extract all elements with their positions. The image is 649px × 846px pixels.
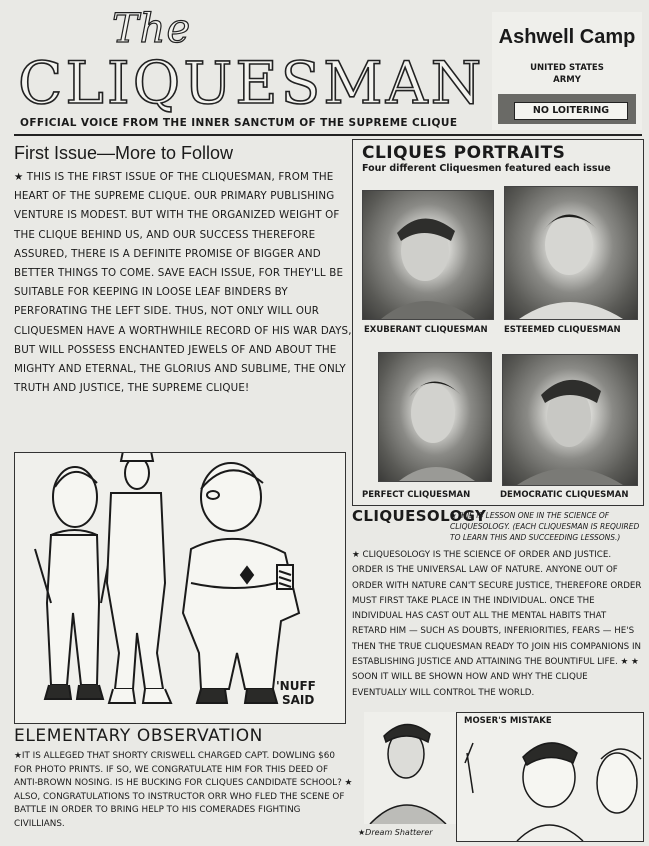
masthead-tagline: OFFICIAL VOICE FROM THE INNER SANCTUM OF THE SUPREME CLIQUE [20, 117, 458, 129]
man-figure-icon [505, 187, 637, 319]
soldier-cap-icon [503, 355, 637, 485]
camp-photo [492, 12, 642, 130]
masthead-rule [14, 134, 642, 136]
portrait-caption-perfect: PERFECT CLIQUESMAN [362, 490, 471, 500]
portrait-caption-esteemed: ESTEEMED CLIQUESMAN [504, 325, 621, 335]
portrait-photo-democratic [502, 354, 638, 486]
faces-sketch-icon [457, 713, 643, 841]
lead-headline: First Issue—More to Follow [14, 143, 234, 163]
no-loitering-sign: NO LOITERING [514, 102, 628, 120]
masthead-title: CLIQUESMAN [18, 49, 485, 117]
mosers-mistake-caption: MOSER'S MISTAKE [464, 716, 552, 726]
portrait-caption-exuberant: EXUBERANT CLIQUESMAN [364, 325, 488, 335]
cliquesology-body: ★ CLIQUESOLOGY IS THE SCIENCE OF ORDER AND JUSTICE. ORDER IS THE UNIVERSAL LAW OF NATURE. ANYONE OUT OF ORDER WITH NATURE CAN'T SECURE JUSTICE, THEREFORE ORDER MUST FIRST TAKE PLACE IN THE INDIVIDUAL. ONCE THE INDIVIDUAL HAS CAST OUT ALL THE MENTAL HABITS THAT RETARD HIM — SUCH AS DOUBTS, INFERIORITIES, FEARS — HE'S THEN THE TRUE CLIQUESMAN READY TO JOIN HIS COMPANIONS IN ESTABLISHING JUSTICE AND ATTAINING THE BOUNTIFUL LIFE. ★ ★ SOON IT WILL BE SHOWN HOW AND WHY THE CLIQUE EVENTUALLY WILL CONTROL THE WORLD. [352, 550, 642, 698]
soldier-sketch-icon [364, 712, 460, 824]
cliquesology-heading: CLIQUESOLOGY [352, 507, 487, 525]
portrait-photo-perfect [378, 352, 492, 482]
cartoon-caption-line2: SAID [282, 693, 315, 707]
lead-body: ★ THIS IS THE FIRST ISSUE OF THE CLIQUESMAN, FROM THE HEART OF THE SUPREME CLIQUE. OUR PRIMARY PUBLISHING VENTURE IS MODEST. BUT WITH THE ORGANIZED WEIGHT OF THE CLIQUE BEHIND US, AND OUR SUCCESS THEREFORE ASSURED, THERE IS A DEFINITE PROMISE OF BIGGER AND BETTER THINGS TO COME. SAVE EACH ISSUE, FOR THEY'LL BE SUITABLE FOR KEEPING IN LOOSE LEAF BINDERS BY PERFORATING THE LEFT SIDE. THUS, NOT ONLY WILL OUR CLIQUESMEN HAVE A WORTHWHILE RECORD OF HIS WAR DAYS, BUT WILL POSSESS ENCHANTED JEWELS OF AND ABOUT THE MIGHTY AND ETERNAL, THE GLORIUS AND SUBLIME, THE ONLY TRUTH AND JUSTICE, THE SUPREME CLIQUE! [14, 171, 352, 395]
soldier-figure-icon [363, 191, 493, 319]
portraits-heading: CLIQUES PORTRAITS [362, 143, 566, 163]
cliquesology-intro: ★THIS IS LESSON ONE IN THE SCIENCE OF CLIQUESOLOGY. (EACH CLIQUESMAN IS REQUIRED TO LEARN THIS AND SUCCEEDING LESSONS.) [450, 511, 640, 542]
portrait-photo-esteemed [504, 186, 638, 320]
masthead-the: The [112, 6, 192, 52]
camp-name: Ashwell Camp [498, 26, 636, 48]
portrait-photo-exuberant [362, 190, 494, 320]
cartoon-caption-line1: 'NUFF [276, 679, 316, 693]
camp-army [492, 62, 642, 86]
camp-line1: UNITED STATES [530, 63, 604, 73]
portraits-subheading: Four different Cliquesmen featured each issue [362, 163, 611, 174]
camp-line2: ARMY [553, 75, 581, 85]
cartoon-caption [276, 679, 316, 707]
mosers-mistake-sketch [456, 712, 644, 842]
observation-body: ★IT IS ALLEGED THAT SHORTY CRISWELL CHARGED CAPT. DOWLING $60 FOR PHOTO PRINTS. IF SO, WE CONGRATULATE HIM FOR THIS DEED OF ANTI-BROWN NOSING. IS HE BUCKING FOR CLIQUES CANDIDATE SCHOOL? ★ ALSO, CONGRATULATIONS TO INSTRUCTOR ORR WHO FLED THE SCENE OF BATTLE IN ORDER TO BRING HELP TO HIS COMERADES FIGHTING CIVILLIANS. [14, 751, 353, 829]
observation-heading: ELEMENTARY OBSERVATION [14, 726, 263, 746]
portrait-caption-democratic: DEMOCRATIC CLIQUESMAN [500, 490, 629, 500]
man-profile-icon [379, 353, 491, 481]
dream-shatterer-sketch [364, 712, 460, 824]
dream-shatterer-caption: ★Dream Shatterer [358, 828, 433, 837]
